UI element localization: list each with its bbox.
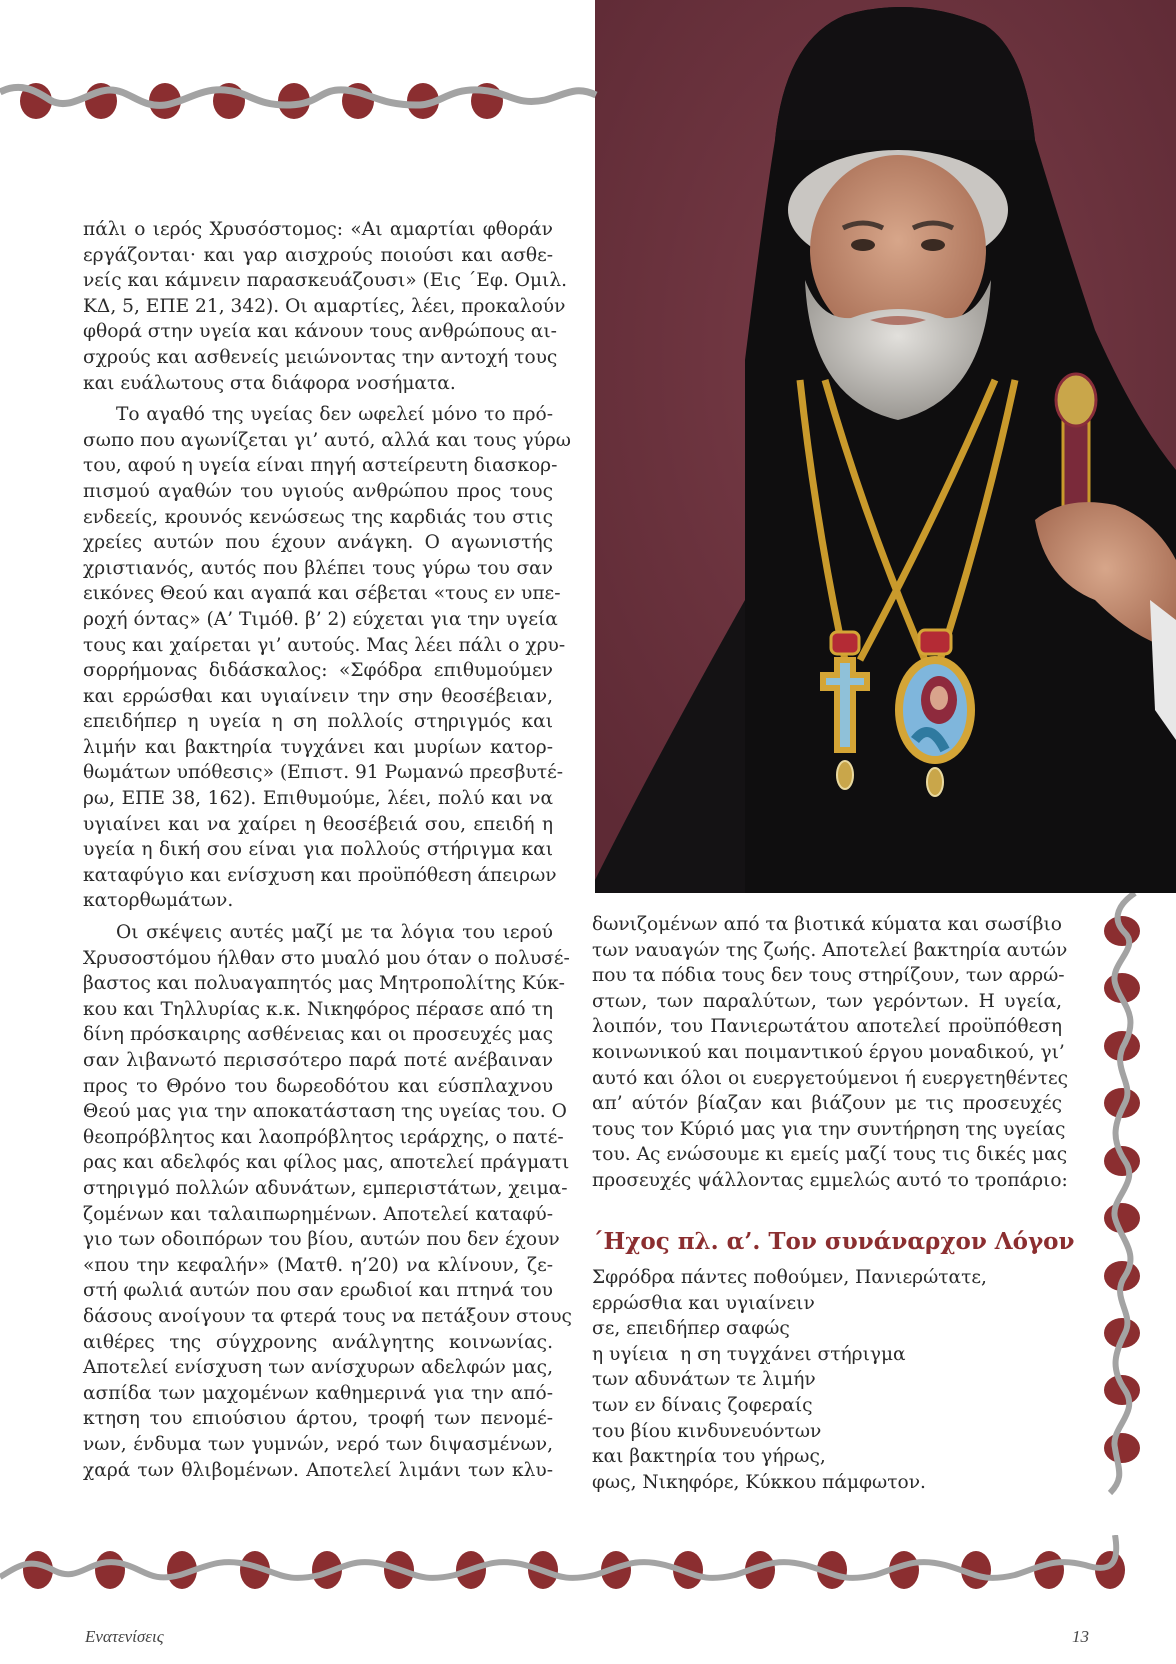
text-line: κου και Τηλλυρίας κ.κ. Νικηφόρος πέρασε από τη — [83, 998, 553, 1020]
text-line: αιθέρες της σύγχρονης ανάλγητης κοινωνίας. — [83, 1331, 553, 1353]
text-line: Το αγαθό της υγείας δεν ωφελεί μόνο το πρό- — [116, 404, 553, 426]
text-line: τους και χαίρεται γι’ αυτούς. Μας λέει πάλι ο χρυ- — [83, 634, 566, 656]
hymn-line: σε, επειδήπερ σαφώς — [592, 1318, 790, 1340]
hymn-line: Σφρόδρα πάντες ποθούμεν, Πανιερώτατε, — [592, 1267, 987, 1288]
text-line: προσευχές ψάλλοντας εμμελώς αυτό το τροπάριο: — [592, 1169, 1068, 1191]
text-line: βαστος και πολυαγαπητός μας Μητροπολίτης Κύκ- — [83, 973, 565, 995]
portrait-illustration — [595, 0, 1176, 893]
text-line: πισμού αγαθών του υγιούς ανθρώπου προς τους — [83, 480, 553, 502]
text-line: χρείες αυτών που έχουν ανάγκη. Ο αγωνιστής — [83, 532, 553, 554]
text-line: καταφύγιο και ενίσχυση και προϋπόθεση άπειρων — [83, 864, 557, 886]
text-line: δίνη πρόσκαιρης ασθένειας και οι προσευχές μας — [83, 1024, 553, 1046]
text-line: ρας και αδελφός και φίλος μας, αποτελεί πράγματι — [83, 1152, 570, 1174]
bottom-bead-border-decoration — [0, 1535, 1140, 1605]
text-line: υγεία η δική σου είναι για πολλούς στήριγμα και — [83, 839, 553, 861]
text-line: στηριγμό πολλών αδυνάτων, εμπεριστάτων, χειμα- — [83, 1177, 568, 1199]
text-line: επειδήπερ η υγεία η ση πολλοίς στηριγμός και — [83, 711, 553, 733]
hymn-verses — [592, 1265, 1062, 1495]
text-line: κατορθωμάτων. — [83, 890, 234, 912]
text-line: Αποτελεί ενίσχυση των ανίσχυρων αδελφών μας, — [83, 1357, 553, 1379]
text-line: χριστιανός, αυτός που βλέπει τους γύρω του σαν — [83, 557, 553, 579]
text-line: θωμάτων υπόθεσις» (Επιστ. 91 Ρωμανώ πρεσβυτέ- — [83, 762, 564, 784]
text-line: χαρά των θλιβομένων. Αποτελεί λιμάνι των κλυ- — [83, 1459, 553, 1481]
text-line: νείς και κάμνειν παρασκευάζουσι» (Εις ΄Εφ. Ομιλ. — [83, 270, 568, 292]
text-line: και ευάλωτους στα διάφορα νοσήματα. — [83, 372, 456, 394]
text-line: κοινωνικού και ποιμαντικού έργου μοναδικού, γι’ — [592, 1041, 1065, 1063]
hymn-line: του βίου κινδυνευόντων — [592, 1420, 822, 1442]
text-line: ενδεείς, κρουνός κενώσεως της καρδιάς του στις — [83, 506, 553, 528]
text-line: του. Ας ενώσουμε κι εμείς μαζί τους τις δικές μας — [592, 1144, 1068, 1166]
text-line: στή φωλιά αυτών που σαν ερωδιοί και πτηνά του — [83, 1280, 553, 1302]
text-line: δωνιζομένων από τα βιοτικά κύματα και σωσίβιο — [592, 914, 1062, 935]
paragraph-2 — [83, 402, 571, 914]
text-line: ρω, ΕΠΕ 38, 162). Επιθυμούμε, λέει, πολύ και να — [83, 788, 553, 810]
hymn-line: των εν δίναις ζοφεραίς — [592, 1394, 813, 1416]
text-line: αυτό και όλοι οι ευεργετούμενοι ή ευεργετηθέντες — [592, 1067, 1069, 1089]
text-line: σχρούς και ασθενείς μειώνοντας την αντοχή τους — [83, 346, 558, 368]
right-text-column — [592, 912, 1069, 1194]
text-line: απ’ αύτόν βίαζαν και βιάζουν με τις προσευχές — [592, 1093, 1062, 1115]
text-line: θεοπρόβλητος και λαοπρόβλητος ιεράρχης, ο πατέ- — [83, 1126, 564, 1148]
text-line: δάσους ανοίγουν τα φτερά τους να πετάξουν στους — [83, 1305, 572, 1327]
text-line: του, αφού η υγεία είναι πηγή αστείρευτη διασκορ- — [83, 455, 558, 477]
text-line: φθορά στην υγεία και κάνουν τους ανθρώπους αι- — [83, 321, 557, 343]
text-line: σαν λιβανωτό περισσότερο παρά ποτέ ανέβαιναν — [83, 1050, 553, 1071]
text-line: και ερρώσθαι και υγιαίνειν την σην θεοσέβειαν, — [83, 685, 553, 707]
text-line: εικόνες Θεού και αγαπά και σέβεται «τους εν υπε- — [83, 583, 561, 605]
paragraph-1 — [83, 217, 568, 396]
paragraph-continuation — [592, 912, 1069, 1194]
text-line: σορρήμονας διδάσκαλος: «Σφόδρα επιθυμούμεν — [83, 660, 553, 682]
text-line: υγιαίνει και να χαίρει η θεοσέβειά σου, επειδή η — [83, 813, 553, 835]
hymn-line: φως, Νικηφόρε, Κύκκου πάμφωτον. — [592, 1471, 926, 1493]
hymn-line: των αδυνάτων τε λιμήν — [592, 1369, 816, 1391]
bishop-portrait-photo — [595, 0, 1176, 893]
right-bead-border-decoration — [1080, 893, 1176, 1613]
text-line: Χρυσοστόμου ήλθαν στο μυαλό μου όταν ο πολυσέ- — [83, 947, 570, 969]
text-line: που τα πόδια τους δεν τους στηρίζουν, των αρρώ- — [592, 965, 1065, 987]
text-line: Θεού μας για την αποκατάσταση της υγείας του. Ο — [83, 1101, 567, 1123]
page-number: 13 — [1072, 1627, 1089, 1646]
text-line: τους τον Κύριό μας για την συντήρηση της υγείας — [592, 1118, 1066, 1140]
text-line: Οι σκέψεις αυτές μαζί με τα λόγια του ιερού — [116, 922, 553, 944]
hymn-line: και βακτηρία του γήρως, — [592, 1446, 826, 1468]
hymn-heading: ΄Ηχος πλ. α’. Τον συνάναρχον Λόγον — [592, 1228, 1075, 1255]
text-line: ΚΔ, 5, ΕΠΕ 21, 342). Οι αμαρτίες, λέει, προκαλούν — [83, 295, 566, 317]
text-line: γιο των οδοιπόρων του βίου, αυτών που δεν έχουν — [83, 1229, 560, 1251]
publication-name: Ενατενίσεις — [85, 1627, 164, 1646]
text-line: σωπο που αγωνίζεται γι’ αυτό, αλλά και τους γύρω — [83, 429, 571, 451]
text-line: «που την κεφαλήν» (Ματθ. η’20) να κλίνουν, ζε- — [83, 1254, 553, 1276]
text-line: νων, ένδυμα των γυμνών, νερό των διψασμένων, — [83, 1433, 553, 1455]
text-line: λοιπόν, του Πανιερωτάτου αποτελεί προϋπόθεση — [592, 1016, 1062, 1038]
top-bead-border-decoration — [0, 60, 600, 140]
text-line: προς το Θρόνο του δωρεοδότου και εύσπλαχνου — [83, 1075, 553, 1097]
hymn-line: ερρώσθια και υγιαίνειν — [592, 1292, 815, 1314]
text-line: ασπίδα των μαχομένων καθημερινά για την από- — [83, 1382, 553, 1404]
text-line: εργάζονται· και γαρ αισχρούς ποιούσι και ασθε- — [83, 244, 553, 266]
text-line: πάλι ο ιερός Χρυσόστομος: «Αι αμαρτίαι φθοράν — [83, 219, 553, 240]
text-line: κτηση του επιούσιου άρτου, τροφή των πενομέ- — [83, 1408, 553, 1430]
text-line: λιμήν και βακτηρία τυγχάνει και μυρίων κατορ- — [83, 736, 553, 758]
paragraph-3 — [83, 920, 572, 1483]
left-text-column — [83, 217, 572, 1483]
hymn-line: η υγίεια η ση τυγχάνει στήριγμα — [592, 1343, 906, 1365]
text-line: ζομένων και ταλαιπωρημένων. Αποτελεί καταφύ- — [83, 1203, 553, 1225]
text-line: των ναυαγών της ζωής. Αποτελεί βακτηρία αυτών — [592, 939, 1068, 961]
text-line: στων, των παραλύτων, των γερόντων. Η υγεία, — [592, 990, 1062, 1012]
text-line: ροχή όντας» (Α’ Τιμόθ. β’ 2) εύχεται για την υγεία — [83, 608, 558, 630]
